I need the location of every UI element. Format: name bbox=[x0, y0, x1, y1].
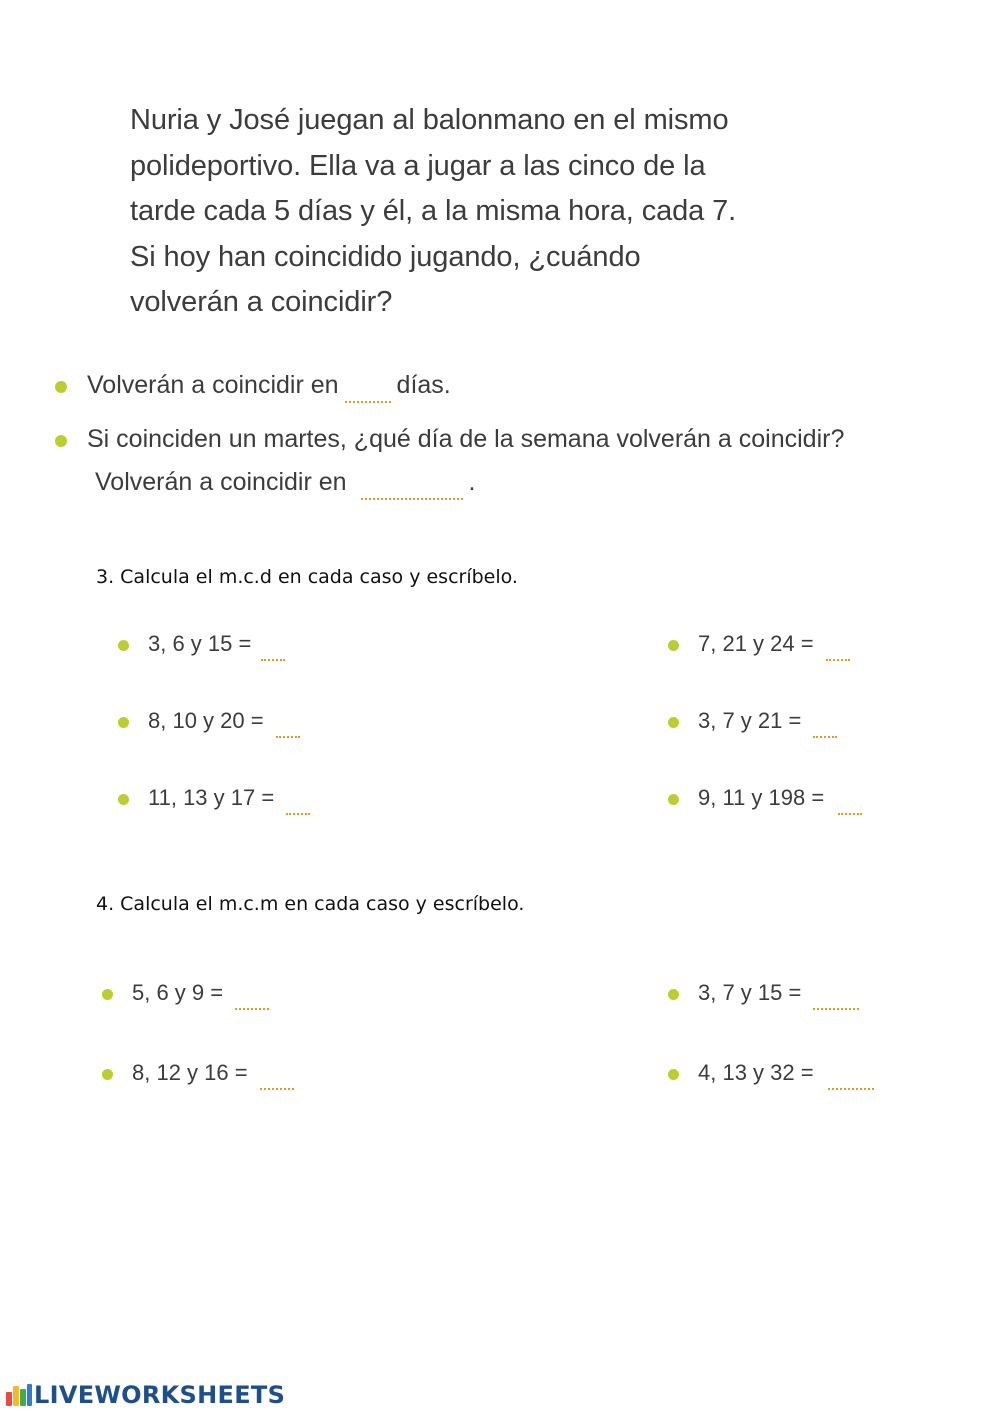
liveworksheets-logo bbox=[6, 1380, 285, 1410]
mcd-item-label: 11, 13 y 17 = bbox=[148, 785, 275, 810]
answer-blank[interactable] bbox=[261, 659, 285, 661]
question-days-prefix: Volverán a coincidir en bbox=[87, 371, 339, 399]
mcd-item-label: 8, 10 y 20 = bbox=[148, 708, 264, 733]
mcm-item-label: 3, 7 y 15 = bbox=[698, 980, 802, 1005]
problem-line: polideportivo. Ella va a jugar a las cinco de la bbox=[130, 149, 706, 182]
bullet-icon bbox=[55, 435, 67, 447]
mcd-item-label: 9, 11 y 198 = bbox=[698, 785, 825, 810]
problem-line: Nuria y José juegan al balonmano en el mismo bbox=[130, 104, 729, 136]
bullet-icon bbox=[102, 989, 113, 1000]
answer-weekday-prefix: Volverán a coincidir en bbox=[95, 468, 347, 496]
mcd-item bbox=[698, 708, 843, 734]
answer-blank[interactable] bbox=[235, 1008, 269, 1010]
answer-blank[interactable] bbox=[260, 1088, 294, 1090]
problem-line: volverán a coincidir? bbox=[130, 286, 393, 318]
answer-blank[interactable] bbox=[826, 659, 850, 661]
answer-blank[interactable] bbox=[813, 736, 837, 738]
bullet-icon bbox=[118, 794, 129, 805]
mcm-item bbox=[132, 980, 275, 1006]
mcd-item bbox=[148, 785, 316, 811]
answer-blank-days[interactable] bbox=[345, 401, 391, 403]
mcm-item-label: 4, 13 y 32 = bbox=[698, 1060, 814, 1085]
mcm-item-label: 5, 6 y 9 = bbox=[132, 980, 224, 1005]
answer-blank[interactable] bbox=[286, 813, 310, 815]
answer-blank[interactable] bbox=[838, 813, 862, 815]
problem-line: tarde cada 5 días y él, a la misma hora, cada 7. bbox=[130, 195, 737, 227]
question-days-suffix: días. bbox=[396, 371, 451, 399]
section3-heading: 3. Calcula el m.c.d en cada caso y escríbelo. bbox=[96, 566, 518, 588]
mcm-item bbox=[132, 1060, 300, 1086]
mcd-item-label: 7, 21 y 24 = bbox=[698, 631, 814, 656]
bullet-icon bbox=[118, 717, 129, 728]
answer-weekday-suffix: . bbox=[468, 468, 476, 496]
problem-line: Si hoy han coincidido jugando, ¿cuándo bbox=[130, 240, 641, 273]
mcd-item bbox=[148, 708, 306, 734]
bullet-icon bbox=[118, 640, 129, 651]
answer-weekday-row bbox=[95, 468, 476, 497]
bullet-icon bbox=[55, 381, 67, 393]
bullet-icon bbox=[102, 1069, 113, 1080]
bullet-icon bbox=[668, 717, 679, 728]
bullet-icon bbox=[668, 640, 679, 651]
bullet-icon bbox=[668, 794, 679, 805]
answer-blank[interactable] bbox=[276, 736, 300, 738]
bullet-icon bbox=[668, 1069, 679, 1080]
question-weekday: Si coinciden un martes, ¿qué día de la semana volverán a coincidir? bbox=[87, 425, 845, 453]
mcd-item bbox=[698, 631, 856, 657]
answer-blank[interactable] bbox=[813, 1008, 859, 1010]
mcd-item bbox=[698, 785, 868, 811]
mcm-item-label: 8, 12 y 16 = bbox=[132, 1060, 248, 1085]
mcd-item bbox=[148, 631, 291, 657]
mcd-item-label: 3, 7 y 21 = bbox=[698, 708, 802, 733]
mcd-item-label: 3, 6 y 15 = bbox=[148, 631, 252, 656]
mcm-item bbox=[698, 1060, 880, 1086]
mcm-item bbox=[698, 980, 865, 1006]
section4-heading: 4. Calcula el m.c.m en cada caso y escríbelo. bbox=[96, 893, 525, 915]
bullet-icon bbox=[668, 989, 679, 1000]
question-days bbox=[87, 371, 451, 400]
answer-blank[interactable] bbox=[828, 1088, 874, 1090]
answer-blank-weekday[interactable] bbox=[361, 498, 463, 500]
logo-bars-icon bbox=[6, 1382, 32, 1408]
logo-text: LIVEWORKSHEETS bbox=[34, 1381, 286, 1409]
problem-statement bbox=[130, 98, 890, 326]
